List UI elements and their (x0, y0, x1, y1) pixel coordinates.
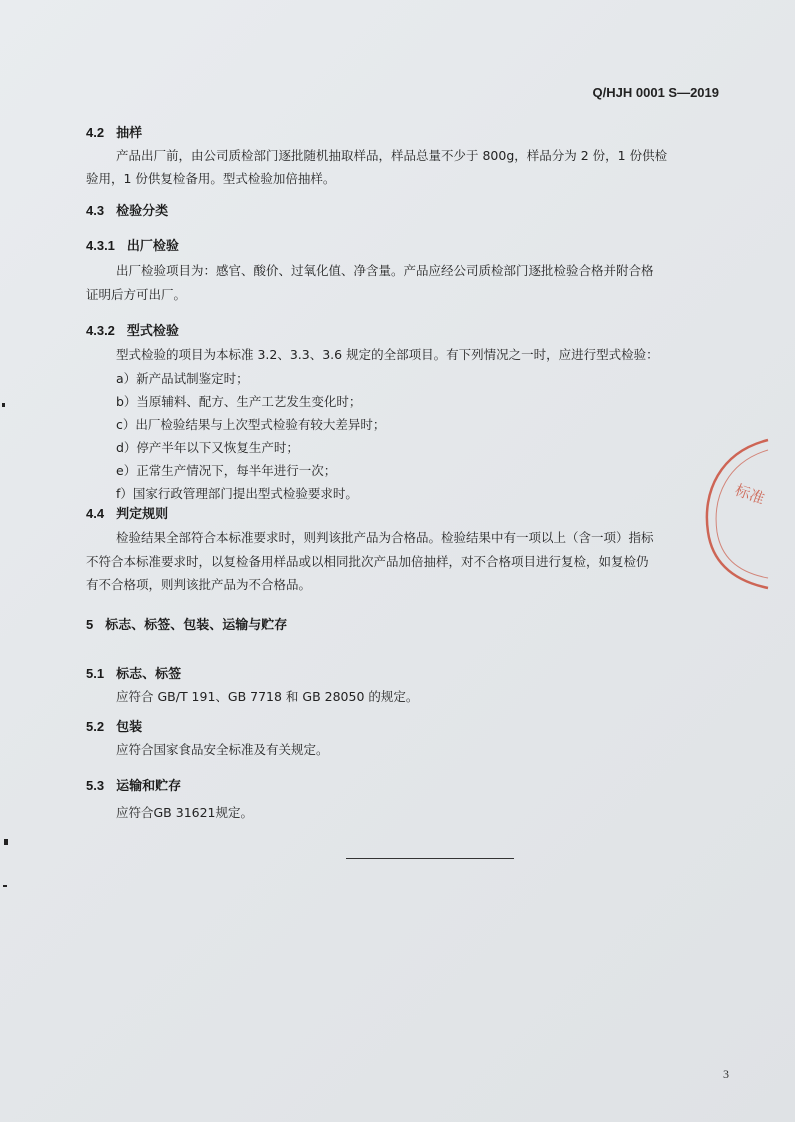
paragraph-line: 有不合格项，则判该批产品为不合格品。 (86, 577, 312, 592)
heading-5-2 (86, 716, 142, 735)
list-item: b）当原辅料、配方、生产工艺发生变化时； (116, 394, 362, 409)
heading-title: 出厂检验 (126, 239, 179, 254)
heading-5-3 (86, 775, 181, 794)
paragraph-line: 不符合本标准要求时，以复检备用样品或以相同批次产品加倍抽样，对不合格项目进行复检，如复检仍 (86, 554, 649, 569)
heading-title: 包装 (116, 720, 143, 735)
heading-number: 4.4 (86, 506, 105, 521)
paragraph-line: 出厂检验项目为：感官、酸价、过氧化值、净含量。产品应经公司质检部门逐批检验合格并附合格 (116, 263, 654, 278)
paragraph-line: 应符合 GB/T 191、GB 7718 和 GB 28050 的规定。 (116, 689, 419, 704)
scan-speck (4, 839, 8, 845)
heading-title: 判定规则 (116, 507, 169, 522)
heading-number: 5.3 (86, 778, 105, 793)
svg-text:标准: 标准 (732, 480, 767, 509)
heading-4-4 (86, 503, 168, 522)
end-divider (346, 858, 514, 859)
heading-title: 标志、标签 (116, 667, 182, 682)
paragraph-line: 产品出厂前，由公司质检部门逐批随机抽取样品，样品总量不少于 800g，样品分为 2 份，1 份供检 (116, 148, 668, 163)
heading-5-1 (86, 663, 181, 682)
heading-title: 标志、标签、包装、运输与贮存 (105, 618, 288, 633)
heading-5 (86, 614, 287, 633)
paragraph-line: 证明后方可出厂。 (86, 287, 187, 302)
heading-number: 5 (86, 617, 94, 632)
paragraph-line: 应符合国家食品安全标准及有关规定。 (116, 742, 329, 757)
paragraph-line: 型式检验的项目为本标准 3.2、3.3、3.6 规定的全部项目。有下列情况之一时，应进行型式检验： (116, 347, 659, 362)
heading-number: 4.3.1 (86, 238, 115, 253)
scan-speck (3, 885, 7, 887)
heading-title: 运输和贮存 (116, 779, 182, 794)
heading-number: 5.1 (86, 666, 105, 681)
paragraph-line: 应符合GB 31621规定。 (116, 805, 253, 820)
heading-4-3 (86, 200, 168, 219)
heading-4-3-1 (86, 235, 179, 254)
list-item: e）正常生产情况下，每半年进行一次； (116, 463, 337, 478)
list-item: f）国家行政管理部门提出型式检验要求时。 (116, 486, 358, 501)
list-item: a）新产品试制鉴定时； (116, 371, 249, 386)
heading-number: 4.3 (86, 203, 105, 218)
heading-title: 抽样 (116, 126, 143, 141)
heading-number: 4.3.2 (86, 323, 115, 338)
paragraph-line: 检验结果全部符合本标准要求时，则判该批产品为合格品。检验结果中有一项以上（含一项）指标 (116, 530, 654, 545)
list-item: c）出厂检验结果与上次型式检验有较大差异时； (116, 417, 386, 432)
standard-code: Q/HJH 0001 S—2019 (592, 85, 719, 100)
heading-number: 4.2 (86, 125, 105, 140)
scan-speck (2, 403, 5, 407)
heading-number: 5.2 (86, 719, 105, 734)
paragraph-line: 验用，1 份供复检备用。型式检验加倍抽样。 (86, 171, 336, 186)
list-item: d）停产半年以下又恢复生产时； (116, 440, 299, 455)
page-number: 3 (723, 1067, 729, 1081)
heading-title: 检验分类 (116, 204, 169, 219)
heading-4-2 (86, 122, 142, 141)
heading-title: 型式检验 (126, 324, 179, 339)
heading-4-3-2 (86, 320, 179, 339)
seal-stamp-icon (690, 432, 770, 592)
